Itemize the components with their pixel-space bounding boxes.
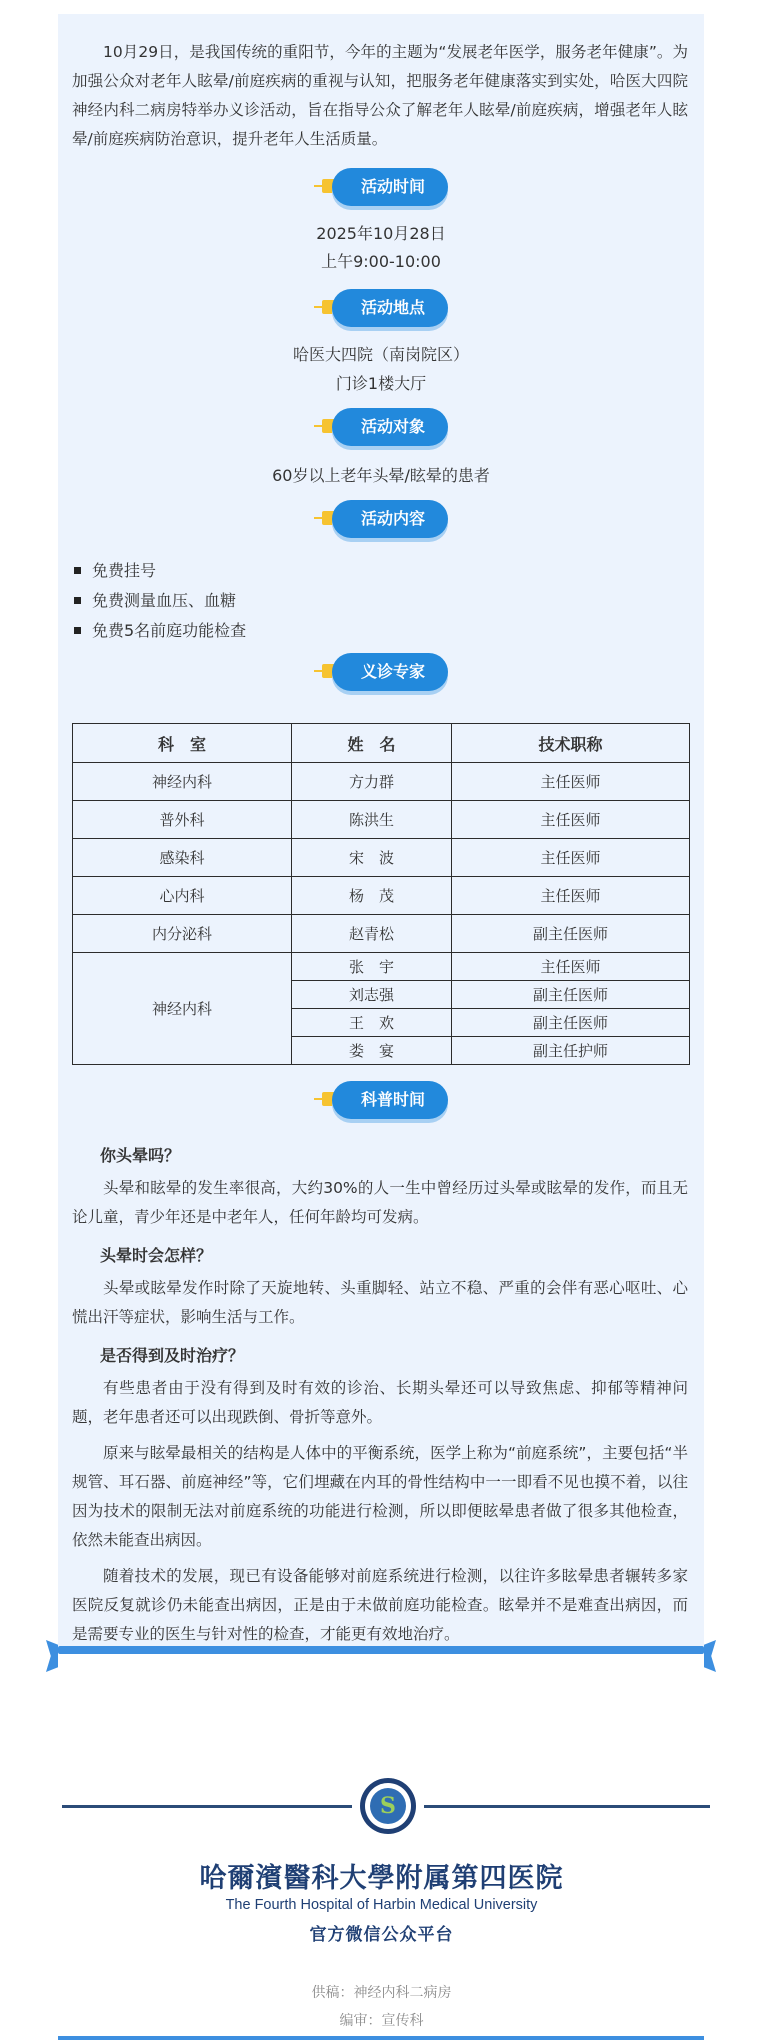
hospital-logo-icon: S	[360, 1778, 416, 1834]
activity-place-line2: 门诊1楼大厅	[335, 374, 427, 393]
table-row	[73, 953, 690, 981]
list-item: 免费5名前庭功能检查	[74, 616, 246, 646]
table-cell-name: 王 欢	[292, 1009, 452, 1037]
table-header-title: 技术职称	[452, 724, 690, 763]
section-badge-time	[314, 168, 448, 210]
table-cell-name: 刘志强	[292, 981, 452, 1009]
table-cell-name: 陈洪生	[292, 801, 452, 839]
section-title-time: 活动时间	[360, 177, 425, 196]
science-paragraph-2: 头晕或眩晕发作时除了天旋地转、头重脚轻、站立不稳、严重的会伴有恶心呕吐、心慌出汗等症状，影响生活与工作。	[72, 1279, 688, 1326]
section-badge-content	[314, 500, 448, 542]
question-heading-1: 你头晕吗？	[100, 1146, 181, 1165]
bottom-accent-bar	[58, 2036, 704, 2040]
footer-divider-right	[424, 1805, 710, 1808]
editor-credit: 编审：宣传科	[339, 2013, 424, 2029]
science-paragraph-3: 有些患者由于没有得到及时有效的诊治、长期头晕还可以导致焦虑、抑郁等精神问题，老年患者还可以出现跌倒、骨折等意外。	[72, 1379, 688, 1426]
science-paragraph-1: 头晕和眩晕的发生率很高，大约30%的人一生中曾经历过头晕或眩晕的发作，而且无论儿童，青少年还是中老年人，任何年龄均可发病。	[72, 1179, 688, 1226]
table-cell-dept: 神经内科	[73, 763, 292, 801]
science-paragraph-5: 随着技术的发展，现已有设备能够对前庭系统进行检测，以往许多眩晕患者辗转多家医院反复就诊仍未能查出病因，正是由于未做前庭功能检查。眩晕并不是难查出病因，而是需要专业的医生与针对性的检查，才能更有效地治疗。	[72, 1567, 688, 1643]
section-title-content: 活动内容	[360, 509, 425, 528]
activity-content-list	[74, 556, 246, 646]
section-title-place: 活动地点	[360, 298, 425, 317]
table-cell-title: 副主任医师	[452, 1009, 690, 1037]
table-cell-name: 娄 宴	[292, 1037, 452, 1065]
table-cell-dept: 内分泌科	[73, 915, 292, 953]
section-badge-experts	[314, 653, 448, 695]
table-cell-name: 方力群	[292, 763, 452, 801]
section-title-experts: 义诊专家	[360, 662, 425, 681]
table-row	[73, 763, 690, 801]
table-cell-name: 宋 波	[292, 839, 452, 877]
table-header-dept: 科 室	[73, 724, 292, 763]
section-title-target: 活动对象	[360, 417, 425, 436]
section-badge-science	[314, 1081, 448, 1123]
activity-hours: 上午9:00-10:00	[321, 252, 441, 271]
table-cell-dept: 普外科	[73, 801, 292, 839]
table-row	[73, 801, 690, 839]
table-row	[73, 915, 690, 953]
table-cell-name: 赵青松	[292, 915, 452, 953]
hospital-name-cn: 哈爾濱醫科大學附属第四医院	[199, 1863, 564, 1894]
table-cell-name: 杨 茂	[292, 877, 452, 915]
table-row	[73, 877, 690, 915]
list-item: 免费测量血压、血糖	[74, 586, 246, 616]
platform-label: 官方微信公众平台	[309, 1925, 454, 1945]
table-header-name: 姓 名	[292, 724, 452, 763]
ribbon-right-tab-icon	[704, 1640, 716, 1672]
table-cell-title: 主任医师	[452, 877, 690, 915]
question-heading-3: 是否得到及时治疗？	[100, 1346, 245, 1365]
table-cell-title: 副主任医师	[452, 981, 690, 1009]
list-item: 免费挂号	[74, 556, 246, 586]
contributor-credit: 供稿：神经内科二病房	[311, 1985, 452, 2001]
table-cell-dept: 心内科	[73, 877, 292, 915]
activity-place-line1: 哈医大四院（南岗院区）	[292, 345, 469, 364]
experts-table	[72, 723, 690, 1065]
table-cell-title: 主任医师	[452, 953, 690, 981]
table-cell-name: 张 宇	[292, 953, 452, 981]
table-cell-title: 副主任医师	[452, 915, 690, 953]
section-title-science: 科普时间	[360, 1090, 425, 1109]
science-paragraph-4: 原来与眩晕最相关的结构是人体中的平衡系统，医学上称为“前庭系统”，主要包括“半规管、耳石器、前庭神经”等，它们埋藏在内耳的骨性结构中一一即看不见也摸不着，以往因为技术的限制无法对前庭系统的功能进行检测，所以即便眩晕患者做了很多其他检查，依然未能查出病因。	[72, 1444, 688, 1549]
table-cell-title: 主任医师	[452, 763, 690, 801]
footer-divider-left	[62, 1805, 352, 1808]
table-cell-dept-group: 神经内科	[73, 953, 292, 1065]
activity-date: 2025年10月28日	[316, 224, 446, 243]
section-badge-target	[314, 408, 448, 450]
table-cell-title: 主任医师	[452, 801, 690, 839]
ribbon-left-tab-icon	[46, 1640, 58, 1672]
intro-paragraph: 10月29日，是我国传统的重阳节，今年的主题为“发展老年医学，服务老年健康”。为加强公众对老年人眩晕/前庭疾病的重视与认知，把服务老年健康落实到实处，哈医大四院神经内科二病房特举办义诊活动，旨在指导公众了解老年人眩晕/前庭疾病，增强老年人眩晕/前庭疾病防治意识，提升老年人生活质量。	[72, 43, 688, 148]
question-heading-2: 头晕时会怎样？	[100, 1246, 213, 1265]
table-cell-dept: 感染科	[73, 839, 292, 877]
table-header-row	[73, 724, 690, 763]
activity-target-text: 60岁以上老年头晕/眩晕的患者	[272, 466, 490, 485]
hospital-name-en: The Fourth Hospital of Harbin Medical University	[225, 1897, 538, 1913]
table-row	[73, 839, 690, 877]
section-badge-place	[314, 289, 448, 331]
table-cell-title: 主任医师	[452, 839, 690, 877]
table-cell-title: 副主任护师	[452, 1037, 690, 1065]
